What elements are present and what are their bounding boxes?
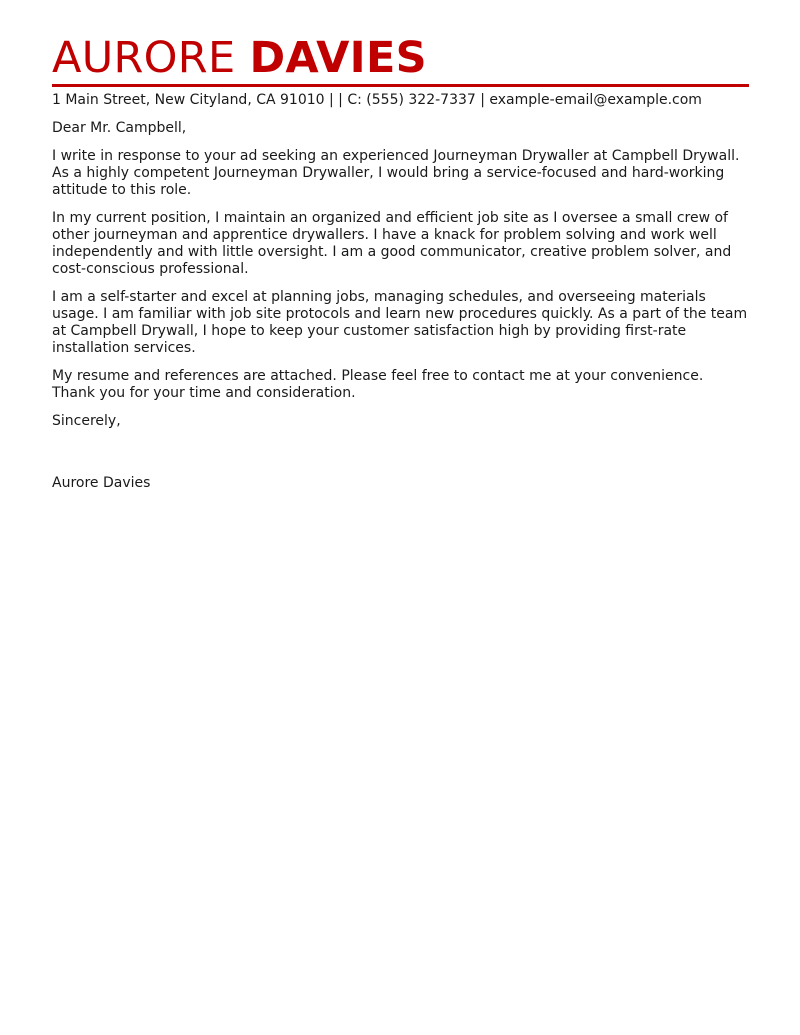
paragraph-2 (52, 210, 752, 278)
paragraph-4 (52, 368, 752, 402)
signature-name: Aurore Davies (52, 475, 151, 491)
header-divider (52, 84, 749, 87)
paragraph-line: cost-conscious professional. (52, 261, 249, 277)
paragraph-line: In my current position, I maintain an organized and efficient job site as I oversee a small crew of (52, 210, 728, 226)
first-name: AURORE (52, 33, 236, 83)
paragraph-line: attitude to this role. (52, 182, 192, 198)
paragraph-1 (52, 148, 752, 199)
paragraph-line: at Campbell Drywall, I hope to keep your customer satisfaction high by providing first-rate (52, 323, 687, 339)
last-name: DAVIES (249, 33, 427, 83)
paragraph-line: usage. I am familiar with job site protocols and learn new procedures quickly. As a part of the team (52, 306, 748, 322)
cover-letter-page (52, 34, 752, 492)
paragraph-line: independently and with little oversight. I am a good communicator, creative problem solver, and (52, 244, 732, 260)
paragraph-line: Thank you for your time and consideration. (52, 385, 356, 401)
paragraph-3 (52, 289, 752, 357)
paragraph-line: My resume and references are attached. Please feel free to contact me at your convenience. (52, 368, 704, 384)
paragraph-line: other journeyman and apprentice drywallers. I have a knack for problem solving and work well (52, 227, 717, 243)
paragraph-line: As a highly competent Journeyman Drywaller, I would bring a service-focused and hard-working (52, 165, 725, 181)
paragraph-line: installation services. (52, 340, 196, 356)
letter-body (52, 120, 752, 492)
paragraph-line: I am a self-starter and excel at planning jobs, managing schedules, and overseeing materials (52, 289, 706, 305)
contact-line: 1 Main Street, New Cityland, CA 91010 | | C: (555) 322-7337 | example-email@example.com (52, 92, 702, 108)
paragraph-line: I write in response to your ad seeking an experienced Journeyman Drywaller at Campbell Drywall. (52, 148, 740, 164)
closing: Sincerely, (52, 413, 121, 429)
salutation: Dear Mr. Campbell, (52, 120, 187, 136)
applicant-name-heading (52, 34, 752, 82)
